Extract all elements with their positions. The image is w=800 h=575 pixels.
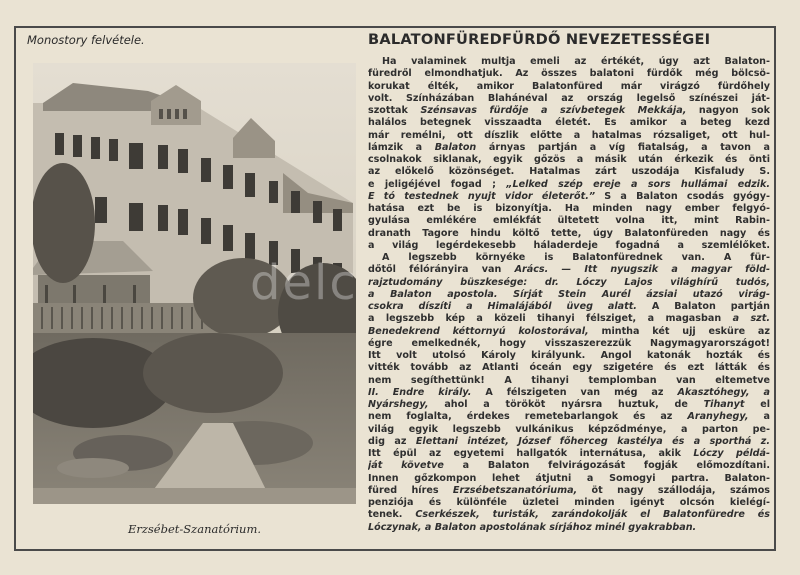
article-run: nem foglalta, érdekes remetebarlangok és az — [368, 411, 688, 423]
article-italic-run: a szt. — [732, 313, 770, 325]
article-line — [368, 448, 770, 460]
article-run: világ egyik legszebb vulkánikus képződménye, a parton pe- — [368, 423, 770, 435]
article-line — [368, 387, 770, 399]
article-run: árnyas partján a víg fiatalság, a tavon a — [476, 141, 770, 153]
article-italic-run: csokra díszíti a Himalájából üveg alatt. — [368, 301, 637, 312]
article-line — [368, 301, 770, 313]
article-line — [368, 240, 770, 252]
article-italic-run: Lóczy példá- — [693, 448, 770, 459]
article-line — [368, 191, 770, 203]
article-line — [368, 350, 770, 362]
article-run: halálos betegnek visszaadta életét. És amikor a beteg kezd — [368, 117, 770, 129]
article-italic-run: „Lelked szép ereje a sors hullámai edzik. — [506, 178, 770, 190]
article-italic-run: ját követve — [368, 460, 444, 472]
article-run: már remélni, ott díszlik előtte a hatalmas rózsaliget, ott hul- — [368, 129, 770, 141]
article-run: hatása ezt be is bizonyítja. Ha minden nagy ember felgyó- — [368, 203, 770, 214]
article-line — [368, 497, 770, 509]
article-italic-run: Lóczynak, a Balaton apostolának sírjához minél gyakrabban. — [368, 521, 697, 533]
article-line — [368, 411, 770, 423]
article-run: nem segíthettünk! A tihanyi templomban van eltemetve — [368, 374, 770, 386]
article-italic-run: Élettani intézet, József főherceg kastélya és a sporthá z. — [415, 435, 770, 447]
building-illustration — [33, 63, 356, 504]
article-line — [368, 460, 770, 472]
article-line — [368, 338, 770, 350]
article-run: A Balaton partján — [636, 301, 770, 312]
article-run: S a Balaton csodás gyógy- — [595, 190, 770, 202]
article-run: mintha két ujj esküre az — [588, 325, 770, 337]
article-line — [368, 522, 770, 534]
article-italic-run: E tó testednek nyujt vidor életerőt.” — [368, 190, 596, 202]
article-run: a Balaton felvirágozását fogják előmozdítani. — [443, 460, 770, 472]
article-run: ahol a törököt nyársra huztuk, de — [428, 399, 704, 410]
article-run: e jeligéjével fogad ; — [368, 178, 507, 190]
article-italic-run: Aranyhegy, — [687, 411, 749, 423]
article-run: csolnakok siklanak, egyik gőzös a másik után érkezik és önti — [368, 154, 770, 165]
article-run: A félszigeten van még az — [471, 386, 678, 398]
article-run: Itt volt utolsó Károly királyunk. Angol katonák hozták és — [368, 350, 770, 361]
article-run: tenek. — [368, 509, 416, 521]
article-line — [368, 436, 770, 448]
article-run: dranath Tagore hindu költő tette, úgy Balatonfüreden nagy és — [368, 227, 770, 239]
article-italic-run: Nyárshegy, — [368, 399, 429, 410]
article-line — [368, 228, 770, 240]
article-line — [368, 264, 770, 276]
article-line — [368, 375, 770, 387]
article-run: nagyon sok — [686, 105, 770, 116]
article-line — [368, 56, 770, 68]
article-run: dig az — [368, 435, 416, 447]
article-run: füredről elmondhatjuk. Az összes balatoni fürdők még bölcsö- — [368, 68, 770, 80]
article-run: öt nagy szállodája, számos — [577, 484, 770, 496]
article-text — [368, 56, 770, 534]
article-line — [368, 473, 770, 485]
article-line — [368, 289, 770, 301]
article-line — [368, 509, 770, 521]
article-run: szottak — [368, 105, 421, 116]
photo-credit: Monostory felvétele. — [27, 33, 145, 47]
article-line — [368, 68, 770, 80]
article-italic-run: Szénsavas fürdője a szívbetegek Mekkája, — [420, 105, 687, 116]
article-line — [368, 130, 770, 142]
article-italic-run: Akasztóhegy, a — [677, 386, 770, 398]
article-line — [368, 105, 770, 117]
article-italic-run: Tihanyt — [703, 399, 745, 410]
article-run: füred híres — [368, 484, 453, 496]
article-italic-run: Benedekrend kéttornyú kolostorával, — [368, 325, 589, 337]
article-line — [368, 215, 770, 227]
article-line — [368, 362, 770, 374]
article-run: vitték tovább az Atlanti óceán egy szigetére és ezt látták és — [368, 362, 770, 374]
page-title: BALATONFÜREDFÜRDŐ NEVEZETESSÉGEI — [368, 31, 711, 48]
article-line — [368, 179, 770, 191]
article-run: korukat élték, amikor Balatonfüred már virágzó fürdőhely — [368, 80, 770, 92]
article-run: lámzik a — [368, 141, 435, 153]
article-italic-run: Erzsébetszanatóriuma, — [452, 484, 578, 496]
article-run: az előkelő közönséget. Hatalmas zárt uszodája Kisfaludy S. — [368, 166, 770, 178]
watermark: delc — [250, 255, 358, 311]
article-run: Itt épül az egyetemi hallgatók internátusa, akik — [368, 448, 694, 459]
article-run: a legszebb kép a közeli tihanyi félsziget, a magasban — [368, 313, 733, 325]
article-line — [368, 277, 770, 289]
article-italic-run: II. Endre király. — [368, 386, 472, 398]
article-line — [368, 93, 770, 105]
article-run: Ha valaminek multja emeli az értékét, úgy azt Balaton- — [382, 56, 770, 67]
article-line — [368, 166, 770, 178]
article-italic-run: Balaton — [434, 141, 477, 153]
article-run: penziója és különféle üzletei minden igényt olcsón kielégí- — [368, 497, 770, 508]
article-run: A legszebb környéke is Balatonfürednek van. A für- — [382, 252, 770, 263]
article-italic-run: rajztudomány büszkesége: dr. Lóczy Lajos világhírű tudós, — [368, 276, 770, 288]
article-run: a világ legérdekesebb háladerdeje fogadná a szemlélőket. — [368, 239, 770, 251]
article-line — [368, 252, 770, 264]
article-run: a — [748, 411, 770, 423]
article-line — [368, 117, 770, 129]
article-run: Innen gőzkompon lehet átjutni a Somogyi partra. Balaton- — [368, 472, 770, 484]
article-line — [368, 485, 770, 497]
article-italic-run: Cserkészek, turisták, zarándokolják el Balatonfüredre és — [415, 509, 770, 521]
article-run: dőtől félórányira van — [368, 264, 515, 276]
article-run: volt. Színházában Blahánéval az ország legelső színészei ját- — [368, 92, 770, 104]
sanatorium-photo — [33, 63, 356, 504]
article-run: el — [744, 399, 770, 410]
article-italic-run: a Balaton apostola. Sírját Stein Aurél ázsiai utazó virág- — [368, 288, 770, 300]
article-line — [368, 154, 770, 166]
article-line — [368, 203, 770, 215]
article-line — [368, 81, 770, 93]
article-line — [368, 326, 770, 338]
article-line — [368, 142, 770, 154]
article-line — [368, 399, 770, 411]
photo-caption: Erzsébet-Szanatórium. — [127, 522, 262, 536]
article-line — [368, 424, 770, 436]
article-line — [368, 313, 770, 325]
article-italic-run: Arács. — Itt nyugszik a magyar föld- — [514, 264, 770, 276]
article-run: égre emelkednék, hogy visszaszerezzük Nagymagyarországot! — [368, 337, 770, 349]
article-run: gyulása emlékére emlékfát ültetett volna itt, mint Rabin- — [368, 215, 770, 227]
